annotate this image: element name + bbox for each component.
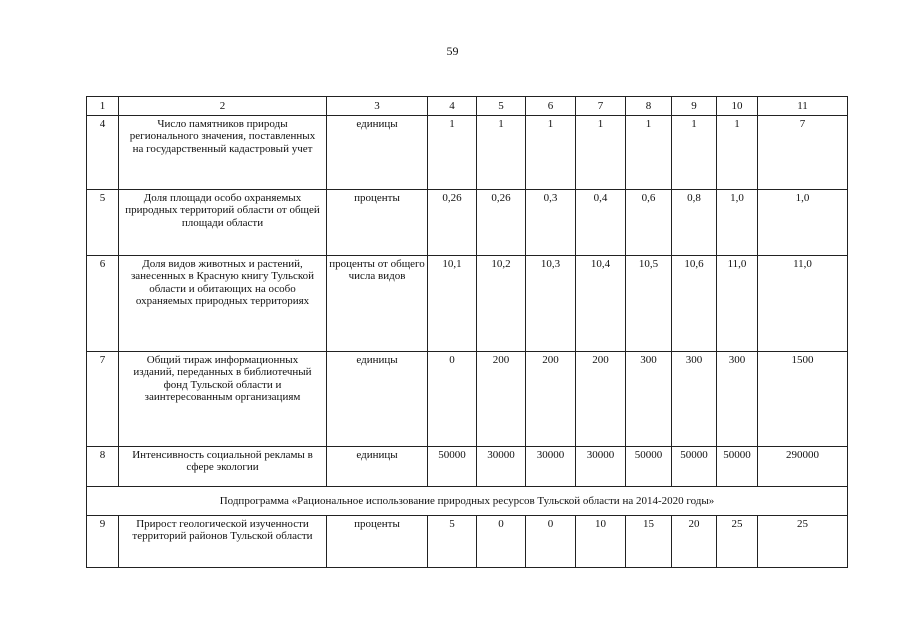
- value-cell: 1500: [758, 352, 848, 447]
- value-cell: 20: [672, 516, 717, 568]
- column-number: 8: [626, 97, 672, 116]
- value-cell: 1,0: [758, 190, 848, 256]
- value-cell: 0: [526, 516, 576, 568]
- column-number: 5: [477, 97, 526, 116]
- indicator-name: Число памятников природы регионального значения, поставленных на государственный кадастровый учет: [119, 116, 327, 190]
- value-cell: 0,26: [428, 190, 477, 256]
- indicator-name: Общий тираж информационных изданий, переданных в библиотечный фонд Тульской области и заинтересованным организациям: [119, 352, 327, 447]
- row-number: 6: [87, 256, 119, 352]
- value-cell: 0,8: [672, 190, 717, 256]
- value-cell: 1: [477, 116, 526, 190]
- row-number: 5: [87, 190, 119, 256]
- table-row: [87, 116, 848, 190]
- value-cell: 50000: [717, 447, 758, 487]
- value-cell: 11,0: [717, 256, 758, 352]
- column-number: 10: [717, 97, 758, 116]
- subprogram-row: [87, 487, 848, 516]
- value-cell: 50000: [672, 447, 717, 487]
- value-cell: 200: [526, 352, 576, 447]
- value-cell: 200: [576, 352, 626, 447]
- column-number: 6: [526, 97, 576, 116]
- row-number: 4: [87, 116, 119, 190]
- column-number: 2: [119, 97, 327, 116]
- row-number: 8: [87, 447, 119, 487]
- column-number: 7: [576, 97, 626, 116]
- value-cell: 15: [626, 516, 672, 568]
- column-number: 1: [87, 97, 119, 116]
- value-cell: 1: [672, 116, 717, 190]
- row-number: 9: [87, 516, 119, 568]
- value-cell: 10,4: [576, 256, 626, 352]
- value-cell: 1: [428, 116, 477, 190]
- value-cell: 300: [717, 352, 758, 447]
- value-cell: 300: [626, 352, 672, 447]
- value-cell: 0,6: [626, 190, 672, 256]
- unit: проценты: [327, 190, 428, 256]
- table-row: [87, 447, 848, 487]
- value-cell: 1,0: [717, 190, 758, 256]
- value-cell: 10: [576, 516, 626, 568]
- unit: проценты: [327, 516, 428, 568]
- indicators-table: [86, 96, 848, 568]
- value-cell: 300: [672, 352, 717, 447]
- value-cell: 50000: [428, 447, 477, 487]
- value-cell: 0,26: [477, 190, 526, 256]
- value-cell: 11,0: [758, 256, 848, 352]
- subprogram-title: Подпрограмма «Рациональное использование природных ресурсов Тульской области на 2014-2020 годы»: [87, 487, 848, 516]
- table-row: [87, 190, 848, 256]
- value-cell: 5: [428, 516, 477, 568]
- value-cell: 1: [526, 116, 576, 190]
- indicator-name: Доля площади особо охраняемых природных территорий области от общей площади области: [119, 190, 327, 256]
- value-cell: 290000: [758, 447, 848, 487]
- value-cell: 0,4: [576, 190, 626, 256]
- value-cell: 30000: [477, 447, 526, 487]
- value-cell: 10,6: [672, 256, 717, 352]
- value-cell: 25: [717, 516, 758, 568]
- unit: единицы: [327, 447, 428, 487]
- value-cell: 0: [477, 516, 526, 568]
- unit: единицы: [327, 116, 428, 190]
- unit: проценты от общего числа видов: [327, 256, 428, 352]
- value-cell: 0,3: [526, 190, 576, 256]
- unit: единицы: [327, 352, 428, 447]
- row-number: 7: [87, 352, 119, 447]
- value-cell: 1: [717, 116, 758, 190]
- indicator-name: Доля видов животных и растений, занесенных в Красную книгу Тульской области и обитающих на особо охраняемых природных территориях: [119, 256, 327, 352]
- value-cell: 10,3: [526, 256, 576, 352]
- column-number: 4: [428, 97, 477, 116]
- value-cell: 10,5: [626, 256, 672, 352]
- value-cell: 30000: [576, 447, 626, 487]
- table-row: [87, 516, 848, 568]
- value-cell: 25: [758, 516, 848, 568]
- value-cell: 0: [428, 352, 477, 447]
- value-cell: 10,2: [477, 256, 526, 352]
- value-cell: 7: [758, 116, 848, 190]
- value-cell: 30000: [526, 447, 576, 487]
- indicator-name: Интенсивность социальной рекламы в сфере экологии: [119, 447, 327, 487]
- value-cell: 50000: [626, 447, 672, 487]
- value-cell: 200: [477, 352, 526, 447]
- value-cell: 10,1: [428, 256, 477, 352]
- table-row: [87, 352, 848, 447]
- column-number: 9: [672, 97, 717, 116]
- column-number: 11: [758, 97, 848, 116]
- column-number-row: [87, 97, 848, 116]
- indicator-name: Прирост геологической изученности территорий районов Тульской области: [119, 516, 327, 568]
- value-cell: 1: [626, 116, 672, 190]
- column-number: 3: [327, 97, 428, 116]
- page-number: 59: [446, 44, 459, 58]
- value-cell: 1: [576, 116, 626, 190]
- table-row: [87, 256, 848, 352]
